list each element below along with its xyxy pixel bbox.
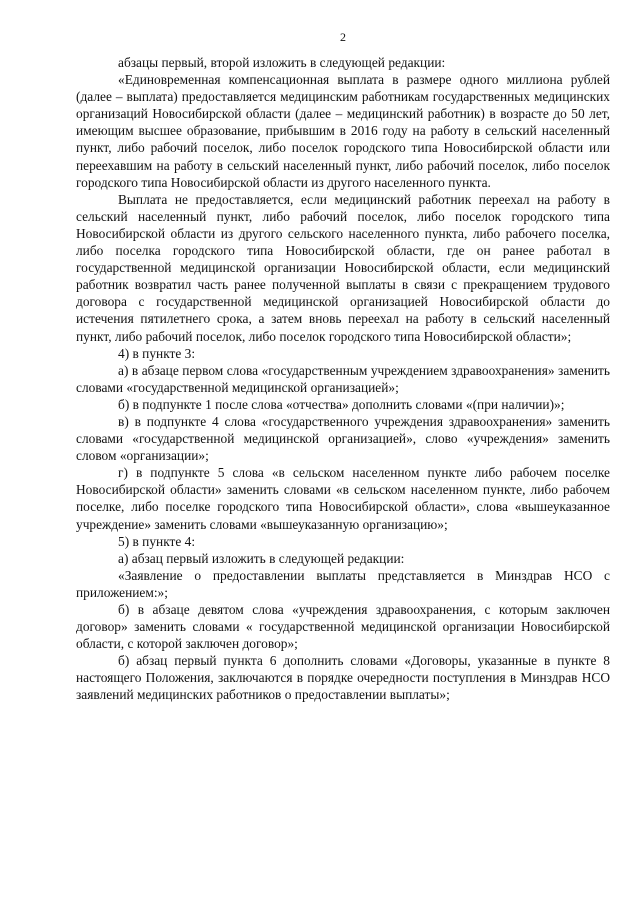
paragraph-payment-definition: «Единовременная компенсационная выплата в размере одного миллиона рублей (далее – выплата) предоставляется медицинским работникам государственных медицинских организаций Новосибирской области (далее – медицинский работник) в возрасте до 50 лет, имеющим высшее образование, прибывшим в 2016 году на работу в сельский населенный пункт, либо рабочий поселок, либо поселок городского типа Новосибирской области или переехавшим на работу в сельский населенный пункт, либо рабочий поселок, либо поселок городского типа Новосибирской области из другого населенного пункта.	[76, 72, 610, 190]
document-page	[76, 30, 610, 704]
paragraph-item-6: б) абзац первый пункта 6 дополнить словами «Договоры, указанные в пункте 8 настоящего Положения, заключаются в порядке очередности поступления в Минздрав НСО заявлений медицинских работников о предоставлении выплаты»;	[76, 653, 610, 703]
paragraph-item-5a: а) абзац первый изложить в следующей редакции:	[118, 550, 405, 566]
paragraph-application-text: «Заявление о предоставлении выплаты представляется в Минздрав НСО с приложением:»;	[76, 567, 610, 600]
paragraph-item-5b: б) в абзаце девятом слова «учреждения здравоохранения, с которым заключен договор» заменить словами « государственной медицинской организации Новосибирской области, с которой заключен договор»;	[76, 602, 610, 652]
paragraph-item-4v: в) в подпункте 4 слова «государственного учреждения здравоохранения» заменить словами «государственной медицинской организацией», слово «учреждения» заменить словом «организации»;	[76, 413, 610, 464]
paragraph-item-4: 4) в пункте 3:	[118, 345, 196, 361]
paragraph-item-4b: б) в подпункте 1 после слова «отчества» дополнить словами «(при наличии)»;	[118, 396, 565, 412]
paragraph-item-4g: г) в подпункте 5 слова «в сельском населенном пункте либо рабочем поселке Новосибирской области» заменить словами «в сельском населенном пункте, либо рабочем поселке, либо поселке городского типа Новосибирской области», слова «вышеуказанное учреждение» заменить словами «вышеуказанную организацию»;	[76, 465, 610, 532]
paragraph-item-5: 5) в пункте 4:	[118, 533, 196, 549]
paragraph-payment-exclusion: Выплата не предоставляется, если медицинский работник переехал на работу в сельский населенный пункт, либо рабочий поселок, либо поселок городского типа Новосибирской области из другого сельского населенного пункта, либо рабочего поселка, либо поселка городского типа Новосибирской области, где он ранее работал в государственной медицинской организации Новосибирской области, если медицинский работник возвратил часть ранее полученной выплаты в связи с прекращением трудового договора с государственной медицинской организацией Новосибирской области до истечения пятилетнего срока, а затем вновь переехал на работу в сельский населенный пункт, либо рабочий поселок, либо поселок городского типа Новосибирской области»;	[76, 191, 610, 344]
page-number: 2	[340, 30, 346, 44]
paragraph-intro: абзацы первый, второй изложить в следующей редакции:	[118, 55, 446, 70]
paragraph-item-4a: а) в абзаце первом слова «государственным учреждением здравоохранения» заменить словами «государственной медицинской организацией»;	[76, 362, 610, 395]
